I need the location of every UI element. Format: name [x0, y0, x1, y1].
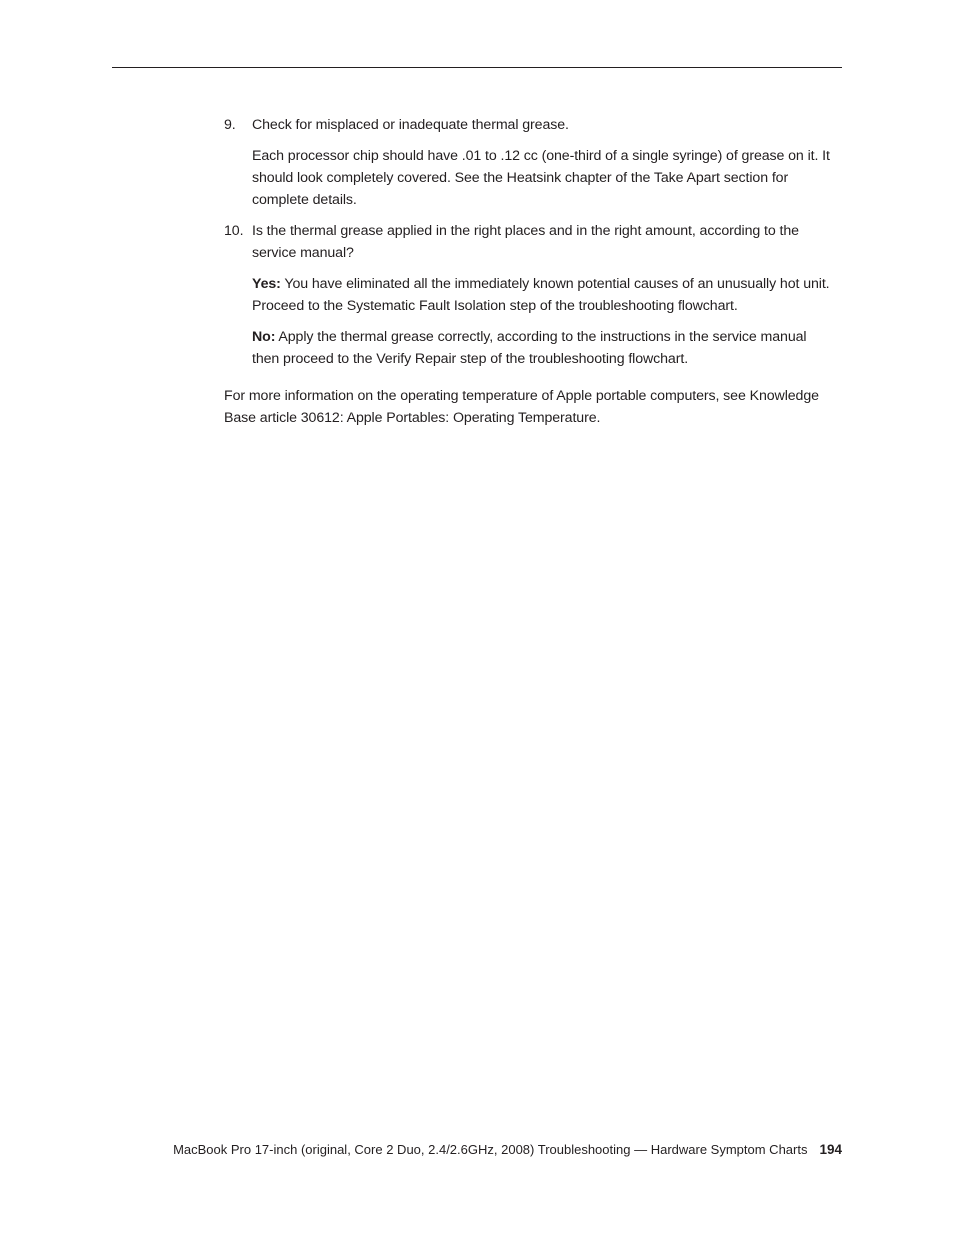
step-text: Is the thermal grease applied in the right places and in the right amount, according to the service manual?	[252, 223, 799, 261]
step-9	[224, 114, 830, 211]
page-number: 194	[819, 1142, 842, 1157]
header-rule	[112, 67, 842, 68]
footer-title: MacBook Pro 17-inch (original, Core 2 Duo, 2.4/2.6GHz, 2008) Troubleshooting — Hardware Symptom Charts	[173, 1142, 808, 1157]
yes-label: Yes:	[252, 276, 281, 292]
closing-paragraph: For more information on the operating temperature of Apple portable computers, see Knowledge Base article 30612: Apple Portables: Operating Temperature.	[224, 388, 819, 426]
step-number: 10.	[224, 223, 244, 239]
page-footer	[112, 1140, 842, 1160]
yes-answer	[252, 273, 830, 317]
step-10	[224, 220, 830, 370]
no-label: No:	[252, 329, 276, 345]
step-text: Check for misplaced or inadequate thermal grease.	[252, 117, 569, 133]
yes-text: You have eliminated all the immediately known potential causes of an unusually hot unit. Proceed to the Systematic Fault Isolation step of the troubleshooting flowchart.	[252, 276, 830, 314]
page-body	[224, 114, 830, 429]
step-number: 9.	[224, 117, 236, 133]
step-detail: Each processor chip should have .01 to .12 cc (one-third of a single syringe) of grease on it. It should look completely covered. See the Heatsink chapter of the Take Apart section for complete details.	[252, 148, 830, 208]
no-answer	[252, 326, 830, 370]
no-text: Apply the thermal grease correctly, according to the instructions in the service manual then proceed to the Verify Repair step of the troubleshooting flowchart.	[252, 329, 807, 367]
